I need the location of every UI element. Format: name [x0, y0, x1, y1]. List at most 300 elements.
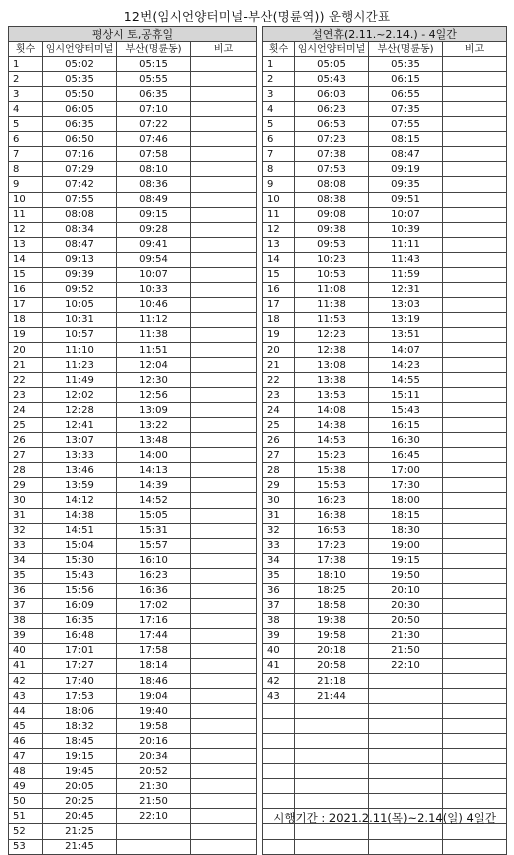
origin-time: 17:01 [43, 643, 117, 658]
page-title: 12번(임시언양터미널-부산(명륜역)) 운행시간표 [123, 9, 391, 24]
destination-time: 13:48 [117, 433, 191, 448]
destination-time: 21:30 [117, 779, 191, 794]
destination-time: 19:58 [117, 719, 191, 734]
note [191, 327, 257, 342]
origin-time: 15:43 [43, 568, 117, 583]
origin-time: 08:08 [43, 207, 117, 222]
origin-time: 14:51 [43, 523, 117, 538]
origin-time: 19:15 [43, 749, 117, 764]
destination-time: 21:30 [369, 628, 443, 643]
origin-time: 21:45 [43, 839, 117, 854]
table-row [9, 689, 257, 704]
table-row [263, 613, 507, 628]
note [443, 132, 507, 147]
destination-time: 07:58 [117, 147, 191, 162]
table-row [9, 57, 257, 72]
origin-time: 12:38 [295, 342, 369, 357]
note [443, 749, 507, 764]
trip-number: 30 [263, 493, 295, 508]
note [191, 583, 257, 598]
trip-number: 31 [9, 508, 43, 523]
note [443, 57, 507, 72]
origin-time: 11:38 [295, 297, 369, 312]
trip-number: 23 [263, 388, 295, 403]
destination-time: 14:07 [369, 342, 443, 357]
note [191, 433, 257, 448]
note [443, 719, 507, 734]
destination-time: 20:16 [117, 734, 191, 749]
origin-time: 19:38 [295, 613, 369, 628]
destination-time: 11:12 [117, 312, 191, 327]
destination-time [369, 764, 443, 779]
trip-number: 38 [9, 613, 43, 628]
note [443, 207, 507, 222]
destination-time: 13:09 [117, 403, 191, 418]
origin-time: 15:23 [295, 448, 369, 463]
destination-time [369, 794, 443, 809]
trip-number: 24 [263, 403, 295, 418]
trip-number: 51 [9, 809, 43, 824]
note [191, 478, 257, 493]
trip-number: 27 [263, 448, 295, 463]
destination-time: 08:15 [369, 132, 443, 147]
trip-number: 24 [9, 403, 43, 418]
destination-time: 12:30 [117, 373, 191, 388]
destination-time: 10:33 [117, 282, 191, 297]
table-row [263, 598, 507, 613]
note [191, 358, 257, 373]
column-header-origin: 임시언양터미널 [295, 42, 369, 57]
table-row [9, 102, 257, 117]
trip-number: 43 [263, 689, 295, 704]
trip-number: 20 [263, 342, 295, 357]
origin-time: 14:38 [295, 418, 369, 433]
origin-time: 06:35 [43, 117, 117, 132]
note [443, 839, 507, 854]
origin-time: 10:05 [43, 297, 117, 312]
destination-time: 08:36 [117, 177, 191, 192]
table-row [263, 448, 507, 463]
note [191, 267, 257, 282]
trip-number: 16 [263, 282, 295, 297]
note [443, 779, 507, 794]
trip-number [263, 749, 295, 764]
trip-number: 4 [263, 102, 295, 117]
table-row [9, 643, 257, 658]
table-row [9, 598, 257, 613]
origin-time [295, 719, 369, 734]
table-row [9, 162, 257, 177]
note [191, 538, 257, 553]
table-row [9, 297, 257, 312]
trip-number: 2 [9, 72, 43, 87]
origin-time: 14:08 [295, 403, 369, 418]
table-row [9, 433, 257, 448]
destination-time: 12:56 [117, 388, 191, 403]
destination-time: 13:19 [369, 312, 443, 327]
table-row [263, 327, 507, 342]
trip-number: 21 [263, 358, 295, 373]
destination-time: 05:15 [117, 57, 191, 72]
note [443, 764, 507, 779]
trip-number: 17 [9, 297, 43, 312]
destination-time: 18:14 [117, 658, 191, 673]
trip-number: 36 [263, 583, 295, 598]
origin-time: 13:08 [295, 358, 369, 373]
table-row [263, 749, 507, 764]
trip-number: 8 [263, 162, 295, 177]
trip-number: 1 [9, 57, 43, 72]
table-row [9, 704, 257, 719]
trip-number: 32 [9, 523, 43, 538]
note [191, 177, 257, 192]
note [443, 388, 507, 403]
origin-time: 05:02 [43, 57, 117, 72]
note [191, 418, 257, 433]
origin-time: 13:59 [43, 478, 117, 493]
table-row [9, 824, 257, 839]
origin-time: 17:40 [43, 674, 117, 689]
table-row [263, 252, 507, 267]
note [443, 342, 507, 357]
origin-time: 12:28 [43, 403, 117, 418]
table-row [9, 658, 257, 673]
trip-number: 15 [9, 267, 43, 282]
table-row [263, 478, 507, 493]
destination-time: 10:39 [369, 222, 443, 237]
destination-time: 09:19 [369, 162, 443, 177]
trip-number: 47 [9, 749, 43, 764]
regular-schedule-table [8, 26, 257, 855]
origin-time: 13:53 [295, 388, 369, 403]
destination-time: 16:45 [369, 448, 443, 463]
origin-time: 07:53 [295, 162, 369, 177]
table-row [263, 418, 507, 433]
destination-time: 14:39 [117, 478, 191, 493]
destination-time [369, 704, 443, 719]
destination-time: 09:35 [369, 177, 443, 192]
table-row [263, 282, 507, 297]
table-row [263, 794, 507, 809]
column-header-count: 횟수 [263, 42, 295, 57]
table-row [9, 583, 257, 598]
trip-number [263, 794, 295, 809]
destination-time: 15:05 [117, 508, 191, 523]
trip-number: 3 [9, 87, 43, 102]
trip-number: 41 [263, 658, 295, 673]
note [191, 809, 257, 824]
table-row [263, 358, 507, 373]
origin-time: 20:45 [43, 809, 117, 824]
table-row [263, 628, 507, 643]
table-row [9, 779, 257, 794]
origin-time: 08:08 [295, 177, 369, 192]
note [191, 132, 257, 147]
trip-number: 21 [9, 358, 43, 373]
trip-number: 41 [9, 658, 43, 673]
note [443, 704, 507, 719]
destination-time: 10:07 [117, 267, 191, 282]
note [191, 448, 257, 463]
note [191, 312, 257, 327]
note [191, 704, 257, 719]
trip-number: 45 [9, 719, 43, 734]
destination-time: 08:10 [117, 162, 191, 177]
origin-time: 12:02 [43, 388, 117, 403]
origin-time: 11:08 [295, 282, 369, 297]
table-row [9, 403, 257, 418]
destination-time: 20:34 [117, 749, 191, 764]
destination-time: 21:50 [369, 643, 443, 658]
note [191, 779, 257, 794]
note [443, 734, 507, 749]
trip-number: 13 [263, 237, 295, 252]
origin-time: 06:05 [43, 102, 117, 117]
trip-number [263, 824, 295, 839]
origin-time: 10:53 [295, 267, 369, 282]
table-row [263, 373, 507, 388]
note [191, 252, 257, 267]
table-row [9, 342, 257, 357]
destination-time: 09:15 [117, 207, 191, 222]
destination-time: 07:46 [117, 132, 191, 147]
note [443, 643, 507, 658]
trip-number: 10 [263, 192, 295, 207]
trip-number: 20 [9, 342, 43, 357]
trip-number: 34 [9, 553, 43, 568]
origin-time: 07:16 [43, 147, 117, 162]
trip-number: 26 [263, 433, 295, 448]
table-row [263, 192, 507, 207]
trip-number: 11 [263, 207, 295, 222]
note [191, 297, 257, 312]
destination-time: 22:10 [117, 809, 191, 824]
destination-time: 07:10 [117, 102, 191, 117]
trip-number: 42 [9, 674, 43, 689]
trip-number [263, 734, 295, 749]
trip-number: 4 [9, 102, 43, 117]
table-row [9, 282, 257, 297]
destination-time [117, 839, 191, 854]
destination-time: 14:23 [369, 358, 443, 373]
note [191, 508, 257, 523]
origin-time: 21:18 [295, 674, 369, 689]
table-row [263, 222, 507, 237]
table-row [9, 749, 257, 764]
trip-number: 19 [263, 327, 295, 342]
trip-number: 46 [9, 734, 43, 749]
note [443, 508, 507, 523]
note [443, 553, 507, 568]
note [443, 162, 507, 177]
table-row [9, 538, 257, 553]
destination-time: 05:35 [369, 57, 443, 72]
trip-number: 33 [9, 538, 43, 553]
trip-number: 3 [263, 87, 295, 102]
table-row [263, 734, 507, 749]
origin-time [295, 749, 369, 764]
origin-time: 08:34 [43, 222, 117, 237]
note [191, 658, 257, 673]
trip-number: 36 [9, 583, 43, 598]
trip-number [263, 839, 295, 854]
trip-number: 34 [263, 553, 295, 568]
trip-number [263, 719, 295, 734]
destination-time: 06:15 [369, 72, 443, 87]
table-row [9, 613, 257, 628]
note [191, 222, 257, 237]
note [443, 312, 507, 327]
note [443, 222, 507, 237]
note [191, 87, 257, 102]
destination-time: 07:22 [117, 117, 191, 132]
note [191, 643, 257, 658]
table-row [9, 222, 257, 237]
origin-time: 13:07 [43, 433, 117, 448]
destination-time: 19:50 [369, 568, 443, 583]
note [443, 282, 507, 297]
note [443, 628, 507, 643]
trip-number: 28 [263, 463, 295, 478]
origin-time: 18:10 [295, 568, 369, 583]
trip-number: 52 [9, 824, 43, 839]
table-row [9, 794, 257, 809]
trip-number: 7 [9, 147, 43, 162]
origin-time: 17:23 [295, 538, 369, 553]
destination-time: 13:03 [369, 297, 443, 312]
table-row [263, 568, 507, 583]
table-row [9, 267, 257, 282]
destination-time: 09:54 [117, 252, 191, 267]
note [443, 463, 507, 478]
trip-number: 26 [9, 433, 43, 448]
destination-time: 18:30 [369, 523, 443, 538]
note [191, 207, 257, 222]
origin-time: 19:45 [43, 764, 117, 779]
effective-period: 시행기간 : 2021.2.11(목)~2.14(일) 4일간 [273, 811, 496, 825]
table-heading: 설연휴(2.11.~2.14.) - 4일간 [263, 27, 507, 42]
note [443, 252, 507, 267]
table-row [263, 643, 507, 658]
note [191, 553, 257, 568]
table-row [9, 628, 257, 643]
trip-number: 6 [9, 132, 43, 147]
destination-time: 13:51 [369, 327, 443, 342]
origin-time [295, 794, 369, 809]
note [443, 358, 507, 373]
destination-time: 20:10 [369, 583, 443, 598]
destination-time: 19:15 [369, 553, 443, 568]
origin-time: 15:30 [43, 553, 117, 568]
destination-time [369, 824, 443, 839]
note [443, 102, 507, 117]
origin-time [295, 764, 369, 779]
destination-time: 11:11 [369, 237, 443, 252]
note [443, 177, 507, 192]
origin-time: 09:13 [43, 252, 117, 267]
trip-number: 35 [263, 568, 295, 583]
table-row [263, 312, 507, 327]
note [191, 824, 257, 839]
note [191, 794, 257, 809]
table-row [9, 463, 257, 478]
trip-number: 37 [263, 598, 295, 613]
table-row [263, 147, 507, 162]
origin-time: 13:38 [295, 373, 369, 388]
table-row [263, 658, 507, 673]
origin-time: 09:39 [43, 267, 117, 282]
origin-time: 21:44 [295, 689, 369, 704]
origin-time: 15:04 [43, 538, 117, 553]
trip-number: 39 [9, 628, 43, 643]
note [191, 388, 257, 403]
table-row [263, 237, 507, 252]
trip-number: 5 [9, 117, 43, 132]
table-row [9, 117, 257, 132]
trip-number: 2 [263, 72, 295, 87]
origin-time: 07:29 [43, 162, 117, 177]
trip-number: 33 [263, 538, 295, 553]
note [443, 523, 507, 538]
table-row [9, 418, 257, 433]
table-row [9, 237, 257, 252]
origin-time: 17:53 [43, 689, 117, 704]
table-row [9, 553, 257, 568]
destination-time: 11:51 [117, 342, 191, 357]
table-row [9, 132, 257, 147]
note [191, 192, 257, 207]
destination-time: 17:02 [117, 598, 191, 613]
note [191, 613, 257, 628]
note [191, 282, 257, 297]
destination-time: 18:15 [369, 508, 443, 523]
table-row [9, 177, 257, 192]
table-row [9, 734, 257, 749]
destination-time: 16:15 [369, 418, 443, 433]
table-row [9, 493, 257, 508]
table-row [263, 117, 507, 132]
trip-number: 29 [263, 478, 295, 493]
destination-time [369, 734, 443, 749]
note [443, 117, 507, 132]
table-row [9, 674, 257, 689]
destination-time: 15:43 [369, 403, 443, 418]
note [443, 448, 507, 463]
note [191, 734, 257, 749]
table-row [9, 478, 257, 493]
origin-time: 14:12 [43, 493, 117, 508]
table-row [263, 297, 507, 312]
origin-time: 06:23 [295, 102, 369, 117]
column-header-count: 횟수 [9, 42, 43, 57]
destination-time: 11:59 [369, 267, 443, 282]
destination-time: 05:55 [117, 72, 191, 87]
origin-time: 20:05 [43, 779, 117, 794]
origin-time: 12:41 [43, 418, 117, 433]
trip-number: 32 [263, 523, 295, 538]
origin-time: 19:58 [295, 628, 369, 643]
trip-number: 50 [9, 794, 43, 809]
origin-time: 18:25 [295, 583, 369, 598]
origin-time: 09:08 [295, 207, 369, 222]
trip-number: 25 [9, 418, 43, 433]
origin-time: 20:18 [295, 643, 369, 658]
table-row [263, 719, 507, 734]
note [443, 689, 507, 704]
origin-time: 11:53 [295, 312, 369, 327]
trip-number: 1 [263, 57, 295, 72]
note [191, 342, 257, 357]
